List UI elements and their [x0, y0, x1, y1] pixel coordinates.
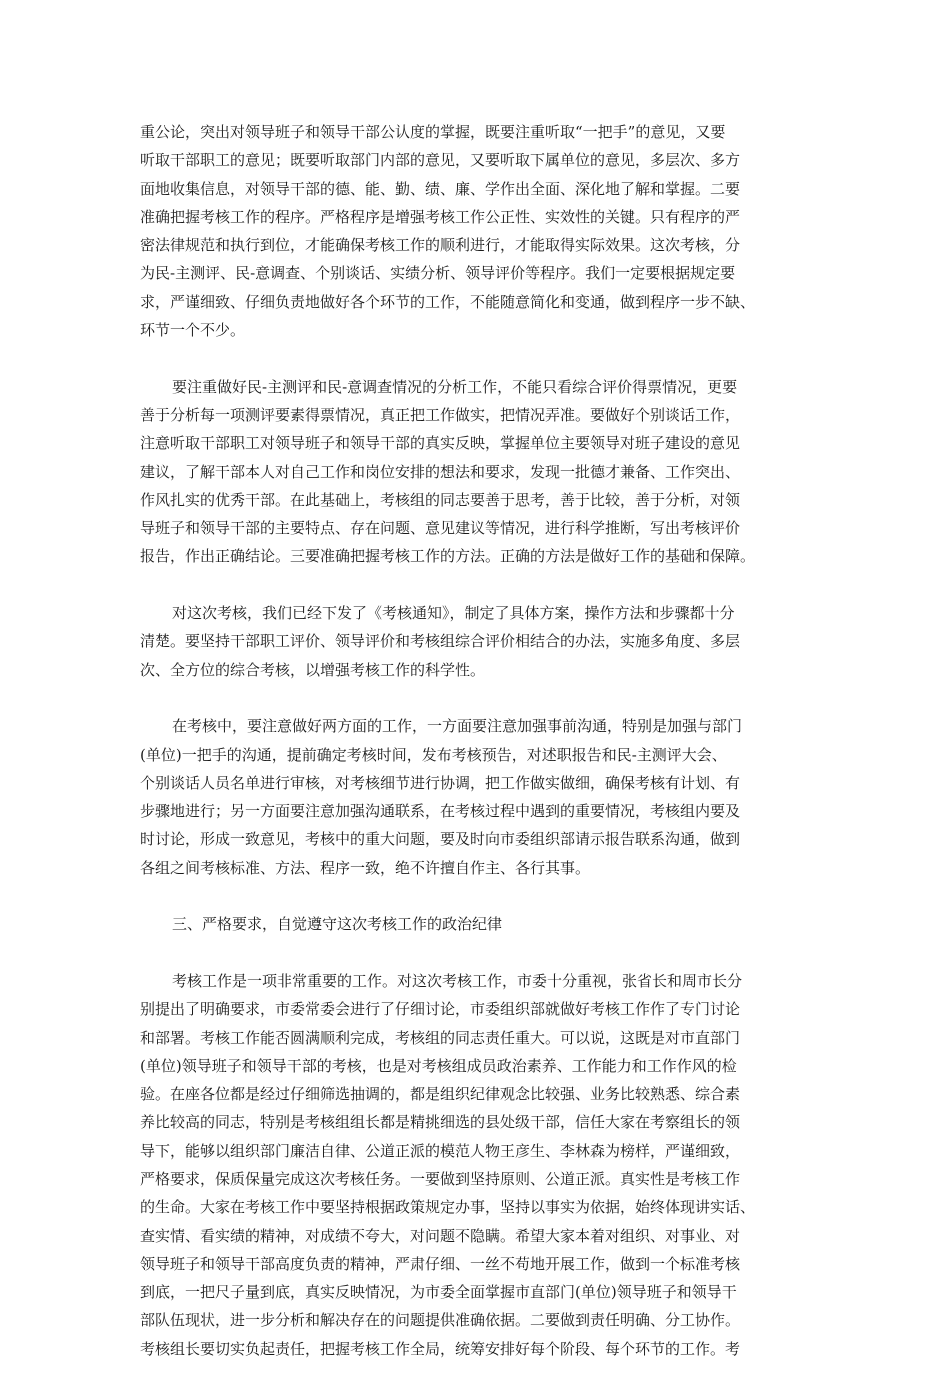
text-line: 的生命。大家在考核工作中要坚持根据政策规定办事，坚持以事实为依据，始终体现讲实话、	[140, 1198, 756, 1217]
text-line: 部队伍现状，进一步分析和解决存在的问题提供准确依据。二要做到责任明确、分工协作。	[140, 1311, 741, 1330]
text-line: 注意听取干部职工对领导班子和领导干部的真实反映，掌握单位主要领导对班子建设的意见	[140, 434, 741, 453]
text-line: 和部署。考核工作能否圆满顺利完成，考核组的同志责任重大。可以说，这既是对市直部门	[140, 1028, 741, 1047]
text-line: 导下，能够以组织部门廉洁自律、公道正派的模范人物王彦生、李林森为榜样，严谨细致，	[140, 1141, 741, 1160]
text-line: 时讨论，形成一致意见，考核中的重大问题，要及时向市委组织部请示报告联系沟通，做到	[140, 830, 741, 849]
text-line: 建议，了解干部本人对自己工作和岗位安排的想法和要求，发现一批德才兼备、工作突出、	[140, 462, 741, 481]
text-line: (单位)一把手的沟通，提前确定考核时间，发布考核预告，对述职报告和民-主测评大会、	[140, 745, 727, 764]
text-line: 作风扎实的优秀干部。在此基础上，考核组的同志要善于思考，善于比较，善于分析，对领	[140, 490, 741, 509]
text-line: 重公论，突出对领导班子和领导干部公认度的掌握，既要注重听取“一把手”的意见，又要	[140, 123, 726, 141]
paragraph	[140, 599, 820, 684]
text-line: 求，严谨细致、仔细负责地做好各个环节的工作，不能随意简化和变通，做到程序一步不缺、	[140, 292, 756, 311]
text-line: 面地收集信息，对领导干部的德、能、勤、绩、廉、学作出全面、深化地了解和掌握。二要	[140, 179, 741, 198]
text-line: 验。在座各位都是经过仔细筛选抽调的，都是组织纪律观念比较强、业务比较熟悉、综合素	[140, 1085, 741, 1104]
text-line: 为民-主测评、民-意调查、个别谈话、实绩分析、领导评价等程序。我们一定要根据规定要	[140, 264, 736, 283]
paragraph	[140, 118, 820, 344]
text-line: 养比较高的同志，特别是考核组组长都是精挑细选的县处级干部，信任大家在考察组长的领	[140, 1113, 741, 1132]
text-line: 善于分析每一项测评要素得票情况，真正把工作做实，把情况弄准。要做好个别谈话工作，	[140, 405, 741, 424]
text-line: 次、全方位的综合考核，以增强考核工作的科学性。	[140, 660, 486, 679]
paragraph	[140, 967, 820, 1363]
text-line: 要注重做好民-主测评和民-意调查情况的分析工作，不能只看综合评价得票情况，更要	[172, 377, 738, 396]
text-line: 严格要求，保质保量完成这次考核任务。一要做到坚持原则、公道正派。真实性是考核工作	[140, 1169, 741, 1188]
text-line: 个别谈话人员名单进行审核，对考核细节进行协调，把工作做实做细，确保考核有计划、有	[140, 773, 741, 792]
text-line: 各组之间考核标准、方法、程序一致，绝不许擅自作主、各行其事。	[140, 858, 591, 877]
section-heading	[140, 910, 820, 938]
text-line: 清楚。要坚持干部职工评价、领导评价和考核组综合评价相结合的办法，实施多角度、多层	[140, 632, 741, 651]
text-line: (单位)领导班子和领导干部的考核，也是对考核组成员政治素养、工作能力和工作作风的检	[140, 1056, 737, 1075]
text-line: 考核工作是一项非常重要的工作。对这次考核工作，市委十分重视，张省长和周市长分	[172, 971, 743, 990]
text-line: 对这次考核，我们已经下发了《考核通知》，制定了具体方案，操作方法和步骤都十分	[172, 604, 735, 623]
text-line: 到底，一把尺子量到底，真实反映情况，为市委全面掌握市直部门(单位)领导班子和领导干	[140, 1283, 737, 1302]
text-line: 考核组长要切实负起责任，把握考核工作全局，统筹安排好每个阶段、每个环节的工作。考	[140, 1339, 741, 1358]
text-line: 密法律规范和执行到位，才能确保考核工作的顺利进行，才能取得实际效果。这次考核，分	[140, 236, 741, 255]
text-line: 环节一个不少。	[140, 321, 246, 340]
text-line: 三、严格要求，自觉遵守这次考核工作的政治纪律	[172, 915, 503, 934]
paragraph	[140, 712, 820, 882]
text-line: 听取干部职工的意见；既要听取部门内部的意见，又要听取下属单位的意见，多层次、多方	[140, 151, 741, 170]
text-line: 查实情、看实绩的精神，对成绩不夸大，对问题不隐瞒。希望大家本着对组织、对事业、对	[140, 1226, 741, 1245]
document-body	[140, 118, 820, 1391]
text-line: 导班子和领导干部的主要特点、存在问题、意见建议等情况，进行科学推断，写出考核评价	[140, 519, 741, 538]
paragraph	[140, 373, 820, 571]
text-line: 报告，作出正确结论。三要准确把握考核工作的方法。正确的方法是做好工作的基础和保障。	[140, 547, 756, 566]
text-line: 别提出了明确要求，市委常委会进行了仔细讨论，市委组织部就做好考核工作作了专门讨论	[140, 1000, 741, 1019]
text-line: 领导班子和领导干部高度负责的精神，严肃仔细、一丝不苟地开展工作，做到一个标准考核	[140, 1254, 741, 1273]
text-line: 准确把握考核工作的程序。严格程序是增强考核工作公正性、实效性的关键。只有程序的严	[140, 207, 741, 226]
text-line: 在考核中，要注意做好两方面的工作，一方面要注意加强事前沟通，特别是加强与部门	[172, 717, 743, 736]
text-line: 步骤地进行；另一方面要注意加强沟通联系，在考核过程中遇到的重要情况，考核组内要及	[140, 802, 741, 821]
